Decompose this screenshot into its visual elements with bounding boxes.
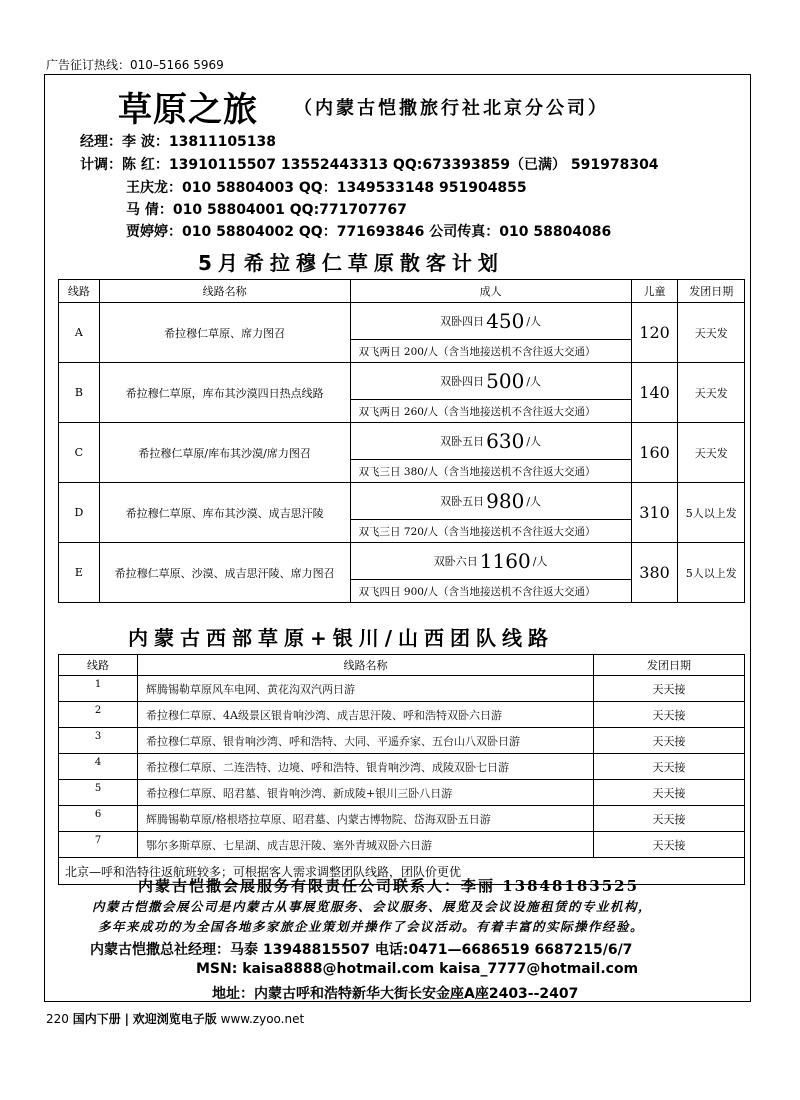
table-row bbox=[59, 303, 745, 363]
departure-date: 天天接 bbox=[594, 780, 745, 806]
adult-package: 双卧五日 bbox=[440, 435, 485, 448]
expo-company-contact: 内蒙古恺撒会展服务有限责任公司联系人：李丽 13848183525 bbox=[138, 877, 640, 895]
departure-date: 天天接 bbox=[594, 832, 745, 858]
adult-price-cell bbox=[350, 483, 631, 543]
adult-price: 980 bbox=[486, 489, 525, 513]
route-name: 希拉穆仁草原，库布其沙漠四日热点线路 bbox=[99, 363, 350, 423]
website-url: www.zyoo.net bbox=[220, 1012, 305, 1026]
row-id: D bbox=[59, 483, 100, 543]
row-id: E bbox=[59, 543, 100, 603]
table-row bbox=[59, 363, 745, 423]
msn-line: MSN: kaisa8888@hotmail.com kaisa_7777@hotmail.com bbox=[196, 961, 639, 977]
adult-price: 500 bbox=[486, 369, 525, 393]
adult-unit: /人 bbox=[526, 375, 542, 388]
departure-date: 天天发 bbox=[678, 303, 745, 363]
route-name: 辉腾锡勒草原/格根塔拉草原、昭君墓、内蒙古博物院、岱海双卧五日游 bbox=[138, 806, 594, 832]
volume-label: 国内下册 bbox=[72, 1012, 121, 1026]
col-header-route: 线路名称 bbox=[138, 655, 594, 676]
contact-line-jia: 贾婷婷：010 58804002 QQ：771693846 公司传真：010 58804086 bbox=[126, 224, 612, 240]
table-row bbox=[59, 754, 745, 780]
child-price: 380 bbox=[631, 543, 678, 603]
page-title: 草原之旅 bbox=[118, 90, 258, 130]
company-description-1: 内蒙古恺撒会展公司是内蒙古从事展览服务、会议服务、展览及会议设施租赁的专业机构， bbox=[92, 899, 653, 914]
table-row bbox=[59, 780, 745, 806]
adult-unit: /人 bbox=[526, 315, 542, 328]
adult-package: 双卧五日 bbox=[440, 495, 485, 508]
table-row bbox=[59, 728, 745, 754]
adult-price: 630 bbox=[486, 429, 525, 453]
col-header-child: 儿童 bbox=[631, 280, 678, 303]
route-number: 4 bbox=[59, 754, 138, 780]
page-footer bbox=[46, 1010, 304, 1027]
route-name: 希拉穆仁草原/库布其沙漠/席力图召 bbox=[99, 423, 350, 483]
row-id: A bbox=[59, 303, 100, 363]
col-header-departure: 发团日期 bbox=[594, 655, 745, 676]
ad-hotline: 广告征订热线：010–5166 5969 bbox=[46, 58, 224, 72]
departure-date: 5人以上发 bbox=[678, 543, 745, 603]
table-header-row bbox=[59, 655, 745, 676]
route-number: 6 bbox=[59, 806, 138, 832]
adult-package: 双卧四日 bbox=[440, 315, 485, 328]
group-tour-table bbox=[58, 654, 745, 885]
footer-divider: | bbox=[124, 1012, 129, 1026]
page-number: 220 bbox=[46, 1012, 69, 1026]
general-manager-line: 内蒙古恺撒总社经理：马泰 13948815507 电话:0471—6686519 6687215/6/7 bbox=[90, 942, 633, 958]
adult-price-cell bbox=[350, 363, 631, 423]
address-line: 地址：内蒙古呼和浩特新华大街长安金座A座2403--2407 bbox=[212, 986, 579, 1002]
col-header-adult: 成人 bbox=[350, 280, 631, 303]
departure-date: 天天发 bbox=[678, 363, 745, 423]
adult-package: 双卧四日 bbox=[440, 375, 485, 388]
child-price: 140 bbox=[631, 363, 678, 423]
page-subtitle: （内蒙古恺撒旅行社北京分公司） bbox=[294, 98, 609, 119]
route-number: 5 bbox=[59, 780, 138, 806]
row-id: C bbox=[59, 423, 100, 483]
adult-price: 450 bbox=[486, 309, 525, 333]
route-name: 希拉穆仁草原、沙漠、成吉思汗陵、席力图召 bbox=[99, 543, 350, 603]
contact-line-manager: 经理：李 波：13811105138 bbox=[80, 134, 277, 150]
adult-price-cell bbox=[350, 543, 631, 603]
flight-note: 北京—呼和浩特往返航班较多；可根据客人需求调整团队线路，团队价更优 bbox=[59, 858, 745, 885]
adult-price-cell bbox=[350, 303, 631, 363]
route-number: 1 bbox=[59, 676, 138, 702]
child-price: 120 bbox=[631, 303, 678, 363]
departure-date: 天天接 bbox=[594, 676, 745, 702]
route-number: 3 bbox=[59, 728, 138, 754]
flight-option: 双飞两日 200/人（含当地接送机不含往返大交通） bbox=[358, 345, 596, 358]
section2-title: 内蒙古西部草原+银川/山西团队线路 bbox=[128, 626, 555, 650]
table-row bbox=[59, 483, 745, 543]
table-row bbox=[59, 543, 745, 603]
departure-date: 天天接 bbox=[594, 702, 745, 728]
flight-option: 双飞四日 900/人（含当地接送机不含往返大交通） bbox=[358, 585, 596, 598]
route-name: 希拉穆仁草原、银肯响沙湾、呼和浩特、大同、平遥乔家、五台山八双卧日游 bbox=[138, 728, 594, 754]
route-number: 7 bbox=[59, 832, 138, 858]
departure-date: 天天发 bbox=[678, 423, 745, 483]
table-row bbox=[59, 806, 745, 832]
company-description-2: 多年来成功的为全国各地多家旅企业策划并操作了会议活动。有着丰富的实际操作经验。 bbox=[98, 919, 645, 934]
adult-unit: /人 bbox=[532, 555, 548, 568]
child-price: 310 bbox=[631, 483, 678, 543]
flight-option: 双飞三日 380/人（含当地接送机不含往返大交通） bbox=[358, 465, 596, 478]
col-header-line: 线路 bbox=[59, 655, 138, 676]
adult-price-cell bbox=[350, 423, 631, 483]
adult-package: 双卧六日 bbox=[433, 555, 478, 568]
flight-option: 双飞两日 260/人（含当地接送机不含往返大交通） bbox=[358, 405, 596, 418]
route-name: 辉腾锡勒草原风车电网、黄花沟双汽两日游 bbox=[138, 676, 594, 702]
table-header-row bbox=[59, 280, 745, 303]
section1-title: 5月希拉穆仁草原散客计划 bbox=[198, 251, 504, 275]
col-header-route: 线路名称 bbox=[99, 280, 350, 303]
contact-line-ma: 马 倩：010 58804001 QQ:771707767 bbox=[126, 202, 407, 218]
col-header-line: 线路 bbox=[59, 280, 100, 303]
route-name: 鄂尔多斯草原、七星湖、成吉思汗陵、塞外青城双卧六日游 bbox=[138, 832, 594, 858]
flight-option: 双飞三日 720/人（含当地接送机不含往返大交通） bbox=[358, 525, 596, 538]
departure-date: 天天接 bbox=[594, 754, 745, 780]
departure-date: 天天接 bbox=[594, 806, 745, 832]
scattered-tour-table bbox=[58, 279, 745, 603]
table-row bbox=[59, 702, 745, 728]
route-name: 希拉穆仁草原、4A级景区银肯响沙湾、成吉思汗陵、呼和浩特双卧六日游 bbox=[138, 702, 594, 728]
departure-date: 天天接 bbox=[594, 728, 745, 754]
route-name: 希拉穆仁草原、库布其沙漠、成吉思汗陵 bbox=[99, 483, 350, 543]
table-row bbox=[59, 676, 745, 702]
table-row bbox=[59, 423, 745, 483]
adult-unit: /人 bbox=[526, 495, 542, 508]
row-id: B bbox=[59, 363, 100, 423]
adult-unit: /人 bbox=[526, 435, 542, 448]
adult-price: 1160 bbox=[479, 549, 531, 573]
table-row bbox=[59, 832, 745, 858]
route-name: 希拉穆仁草原、二连浩特、边境、呼和浩特、银肯响沙湾、成陵双卧七日游 bbox=[138, 754, 594, 780]
contact-line-wang: 王庆龙：010 58804003 QQ：1349533148 951904855 bbox=[126, 180, 527, 196]
route-number: 2 bbox=[59, 702, 138, 728]
route-name: 希拉穆仁草原、席力图召 bbox=[99, 303, 350, 363]
child-price: 160 bbox=[631, 423, 678, 483]
ebook-label: 欢迎浏览电子版 bbox=[132, 1012, 217, 1026]
departure-date: 5人以上发 bbox=[678, 483, 745, 543]
route-name: 希拉穆仁草原、昭君墓、银肯响沙湾、新成陵+银川三卧八日游 bbox=[138, 780, 594, 806]
col-header-departure: 发团日期 bbox=[678, 280, 745, 303]
contact-line-planner: 计调：陈 红：13910115507 13552443313 QQ:673393859（已满） 591978304 bbox=[80, 157, 659, 173]
